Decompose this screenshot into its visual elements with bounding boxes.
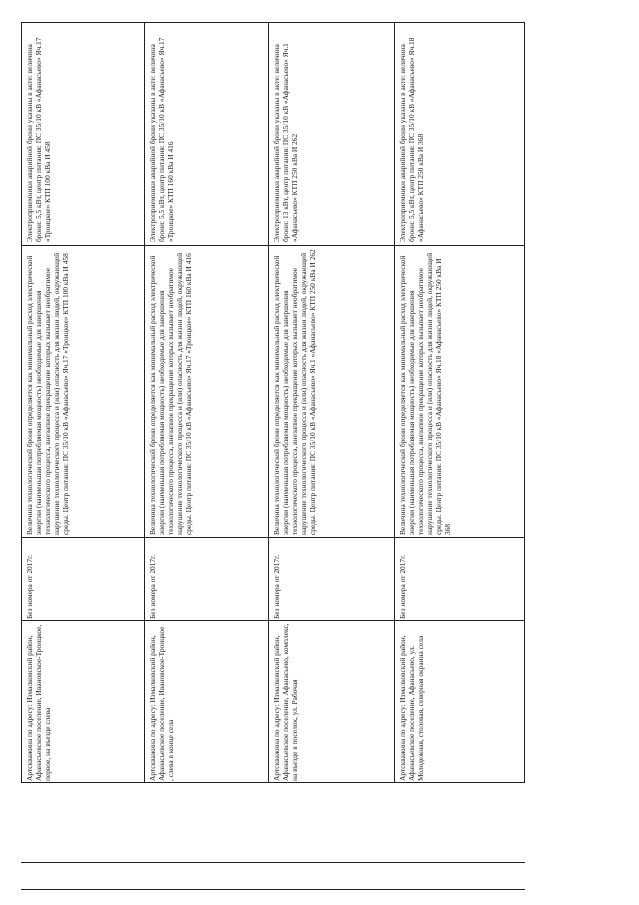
number-cell: Без номера от 2017г.: [25, 554, 34, 619]
table-row: [396, 621, 524, 782]
table-row: [270, 621, 393, 782]
number-cell: Без номера от 2017г.: [398, 554, 407, 619]
row-divider: [268, 22, 269, 783]
table-row: [396, 23, 524, 244]
justification-cell: Величина технологической брони определяется как минимальный расход электрической энергии (наименьшая потребляемая мощность) необходимые для завершения технологического процесса, внезапное прекращение которых вызывает необратимое нарушение технологического процесса и (или) опасность для жизни людей, окружающей среды. Центр питания: ПС 35/10 кВ «Афанасьево» Яч.1 «Афанасьево» КТП 250 кВа И 262: [272, 249, 318, 535]
table-row: [146, 23, 267, 244]
number-cell: Без номера от 2017г.: [272, 554, 281, 619]
table-row: [270, 246, 393, 536]
row-divider: [144, 22, 145, 783]
justification-cell: Величина технологической брони определяется как минимальный расход электрической энергии (наименьшая потребляемая мощность) необходимые для завершения технологического процесса, внезапное прекращение которых вызывает необратимое нарушение технологического процесса и (или) опасность для жизни людей, окружающей среды. Центр питания: ПС 35/10 кВ «Афанасьево» Яч.17 «Троицкое» КТП 160 кВа И 416: [148, 252, 194, 535]
act-cell: Электроприемники аварийной брони указаны в акте: величина брони: 5,5 кВт, центр питания: ПС 35/10 кВ «Афанасьево» Яч.18 «Афанасьево» КТП 250 кВа И 368: [398, 37, 426, 242]
table-row: [23, 23, 143, 244]
table-row: [146, 538, 267, 619]
table-row: [396, 538, 524, 619]
table-row: [146, 246, 267, 536]
location-cell: Артскважина по адресу: Измалковский район, Афанасьевское поселение, Ивановское-Троицкое , слева в конце села: [148, 626, 176, 781]
number-cell: Без номера от 2017г.: [148, 554, 157, 619]
location-cell: Артскважина по адресу: Измалковский район, Афанасьевское поселение, Ивановское-Троицкое, первое, на въезде слева: [25, 624, 53, 781]
blank-line: [21, 862, 525, 863]
justification-cell: Величина технологической брони определяется как минимальный расход электрической энергии (наименьшая потребляемая мощность) необходимые для завершения технологического процесса, внезапное прекращение которых вызывает необратимое нарушение технологического процесса и (или) опасность для жизни людей, окружающей среды. Центр питания: ПС 35/10 кВ «Афанасьево» Яч.18 «Афанасьево» КТП 250 кВа И 368: [398, 252, 453, 535]
act-cell: Электроприемники аварийной брони указаны в акте: величина брони: 5,5 кВт, центр питания: ПС 35/10 кВ «Афанасьево» Яч.17 «Троицкое» КТП 100 кВа И 458: [25, 37, 53, 242]
table-row: [270, 23, 393, 244]
table-row: [270, 538, 393, 619]
blank-line: [21, 889, 525, 890]
table-row: [23, 621, 143, 782]
justification-cell: Величина технологической брони определяется как минимальный расход электрической энергии (наименьшая потребляемая мощность) необходимые для завершения технологического процесса, внезапное прекращение которых вызывает необратимое нарушение технологического процесса и (или) опасность для жизни людей, окружающей среды. Центр питания: ПС 35/10 кВ «Афанасьево» Яч.17 «Троицкое» КТП 100 кВа И 458: [25, 252, 71, 535]
act-cell: Электроприемники аварийной брони указаны в акте: величина брони: 5,5 кВт, центр питания: ПС 35/10 кВ «Афанасьево» Яч.17 «Троицкое» КТП 160 кВа И 416: [148, 37, 176, 242]
table-row: [146, 621, 267, 782]
act-cell: Электроприемники аварийной брони указаны в акте: величина брони: 13 кВт, центр питания: ПС 35/10 кВ «Афанасьево» Яч.1 «Афанасьево» КТП 250 кВа И 262: [272, 43, 300, 242]
table-row: [23, 538, 143, 619]
table-row: [23, 246, 143, 536]
location-cell: Артскважина по адресу: Измалковский район, Афанасьевское поселение, Афанасьево, ул. Молодежная, столовая, северная окраина села: [398, 635, 426, 781]
location-cell: Артскважина по адресу: Измалковский район, Афанасьевское поселение, Афанасьево, комплекс, на въезде в поселок, ул. Рабочая: [272, 623, 300, 781]
row-divider: [394, 22, 395, 783]
table-row: [396, 246, 524, 536]
